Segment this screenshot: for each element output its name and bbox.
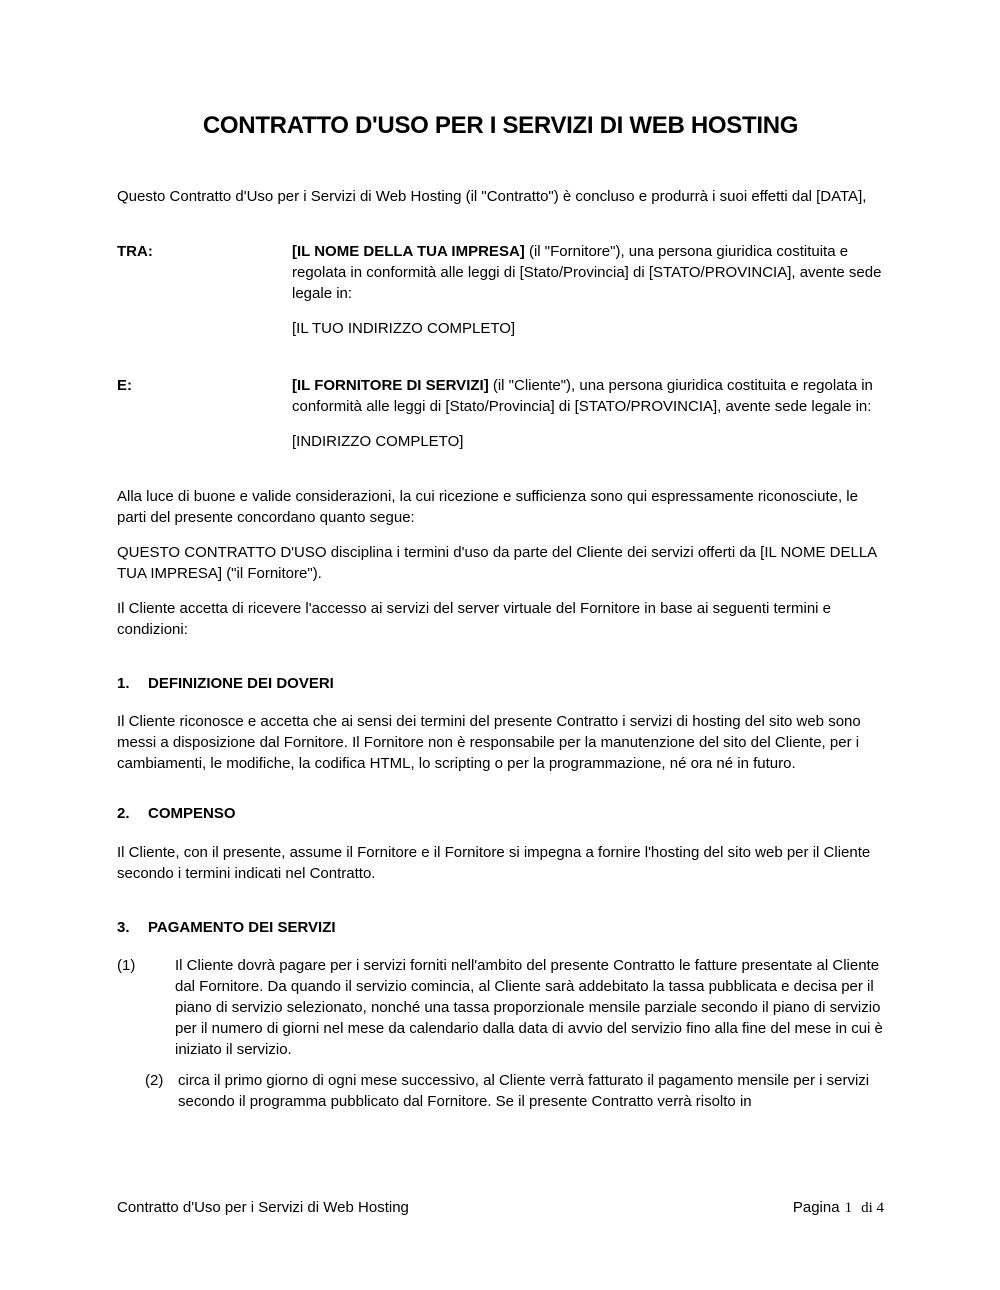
- party-row: [117, 375, 884, 417]
- section-number: 3.: [117, 919, 130, 936]
- acceptance-paragraph: Il Cliente accetta di ricevere l'accesso ai servizi del server virtuale del Fornitore in base ai seguenti termini e condizioni:: [117, 600, 832, 638]
- footer-page-number: 1: [844, 1200, 853, 1216]
- party-label-tra: TRA:: [117, 243, 153, 260]
- footer-document-title: Contratto d'Uso per i Servizi di Web Hosting: [117, 1199, 409, 1216]
- party-address-placeholder: [IL TUO INDIRIZZO COMPLETO]: [292, 320, 516, 337]
- intro-paragraph: Questo Contratto d'Uso per i Servizi di Web Hosting (il "Contratto") è concluso e produrrà i suoi effetti dal [DATA],: [117, 188, 867, 205]
- item-marker: (1): [117, 957, 136, 974]
- section-title: PAGAMENTO DEI SERVIZI: [148, 919, 336, 936]
- party-name-placeholder: [IL FORNITORE DI SERVIZI]: [292, 377, 489, 394]
- scope-paragraph: QUESTO CONTRATTO D'USO disciplina i termini d'uso da parte del Cliente dei servizi offerti da [IL NOME DELLA TUA IMPRESA] ("il Fornitore").: [117, 544, 877, 582]
- section-number: 1.: [117, 675, 130, 692]
- section-title: COMPENSO: [148, 805, 236, 822]
- section-number: 2.: [117, 805, 130, 822]
- document-title: CONTRATTO D'USO PER I SERVIZI DI WEB HOSTING: [202, 112, 799, 139]
- numbered-item-2: [145, 1070, 884, 1112]
- page-footer: [117, 1197, 884, 1219]
- party-row: [117, 241, 884, 304]
- party-block-tra: [117, 241, 884, 339]
- item-text: circa il primo giorno di ogni mese successivo, al Cliente verrà fatturato il pagamento mensile per i servizi secondo il programma pubblicato dal Fornitore. Se il presente Contratto verrà risolto in: [178, 1072, 870, 1110]
- section-title: DEFINIZIONE DEI DOVERI: [148, 675, 334, 692]
- item-text: Il Cliente dovrà pagare per i servizi forniti nell'ambito del presente Contratto le fatture presentate al Cliente dal Fornitore. Da quando il servizio comincia, al Cliente sarà addebitato la tassa pubblicata e decisa per il piano di servizio selezionato, nonché una tassa proporzionale mensile parziale secondo il piano di servizio per il numero di giorni nel mese da calendario dalla data di avvio del servizio fino alla fine del mese in cui è iniziato il servizio.: [175, 957, 883, 1058]
- section-2-body: Il Cliente, con il presente, assume il Fornitore e il Fornitore si impegna a fornire l'hosting del sito web per il Cliente secondo i termini indicati nel Contratto.: [117, 844, 871, 882]
- recitals-paragraph: Alla luce di buone e valide considerazioni, la cui ricezione e sufficienza sono qui espressamente riconosciute, le parti del presente concordano quanto segue:: [117, 488, 858, 526]
- section-1-body: Il Cliente riconosce e accetta che ai sensi dei termini del presente Contratto i servizi di hosting del sito web sono messi a disposizione dal Fornitore. Il Fornitore non è responsabile per la manutenzione del sito del Cliente, per i cambiamenti, le modifiche, la codifica HTML, lo scripting o per la programmazione, né ora né in futuro.: [117, 713, 861, 772]
- footer-page-indicator: [793, 1197, 884, 1219]
- item-marker: (2): [145, 1072, 164, 1089]
- document-content: [117, 0, 884, 1112]
- section-heading-1: [117, 673, 884, 694]
- section-heading-2: [117, 803, 884, 824]
- party-description: [292, 241, 884, 304]
- party-description-text: (il "Cliente"), una persona giuridica costituita e regolata in conformità alle leggi di [Stato/Provincia] di [STATO/PROVINCIA], avente sede legale in:: [292, 377, 873, 415]
- party-description: [292, 375, 884, 417]
- party-name-placeholder: [IL NOME DELLA TUA IMPRESA]: [292, 243, 525, 260]
- party-block-e: [117, 375, 884, 452]
- footer-page-label: Pagina: [792, 1199, 840, 1216]
- party-address-placeholder: [INDIRIZZO COMPLETO]: [292, 433, 464, 450]
- footer-page-total: di 4: [861, 1200, 884, 1216]
- party-description-text: (il "Fornitore"), una persona giuridica costituita e regolata in conformità alle leggi di [Stato/Provincia] di [STATO/PROVINCIA], avente sede legale in:: [292, 243, 882, 302]
- numbered-item-1: [117, 955, 884, 1060]
- section-heading-3: [117, 917, 884, 938]
- party-label-e: E:: [117, 377, 132, 394]
